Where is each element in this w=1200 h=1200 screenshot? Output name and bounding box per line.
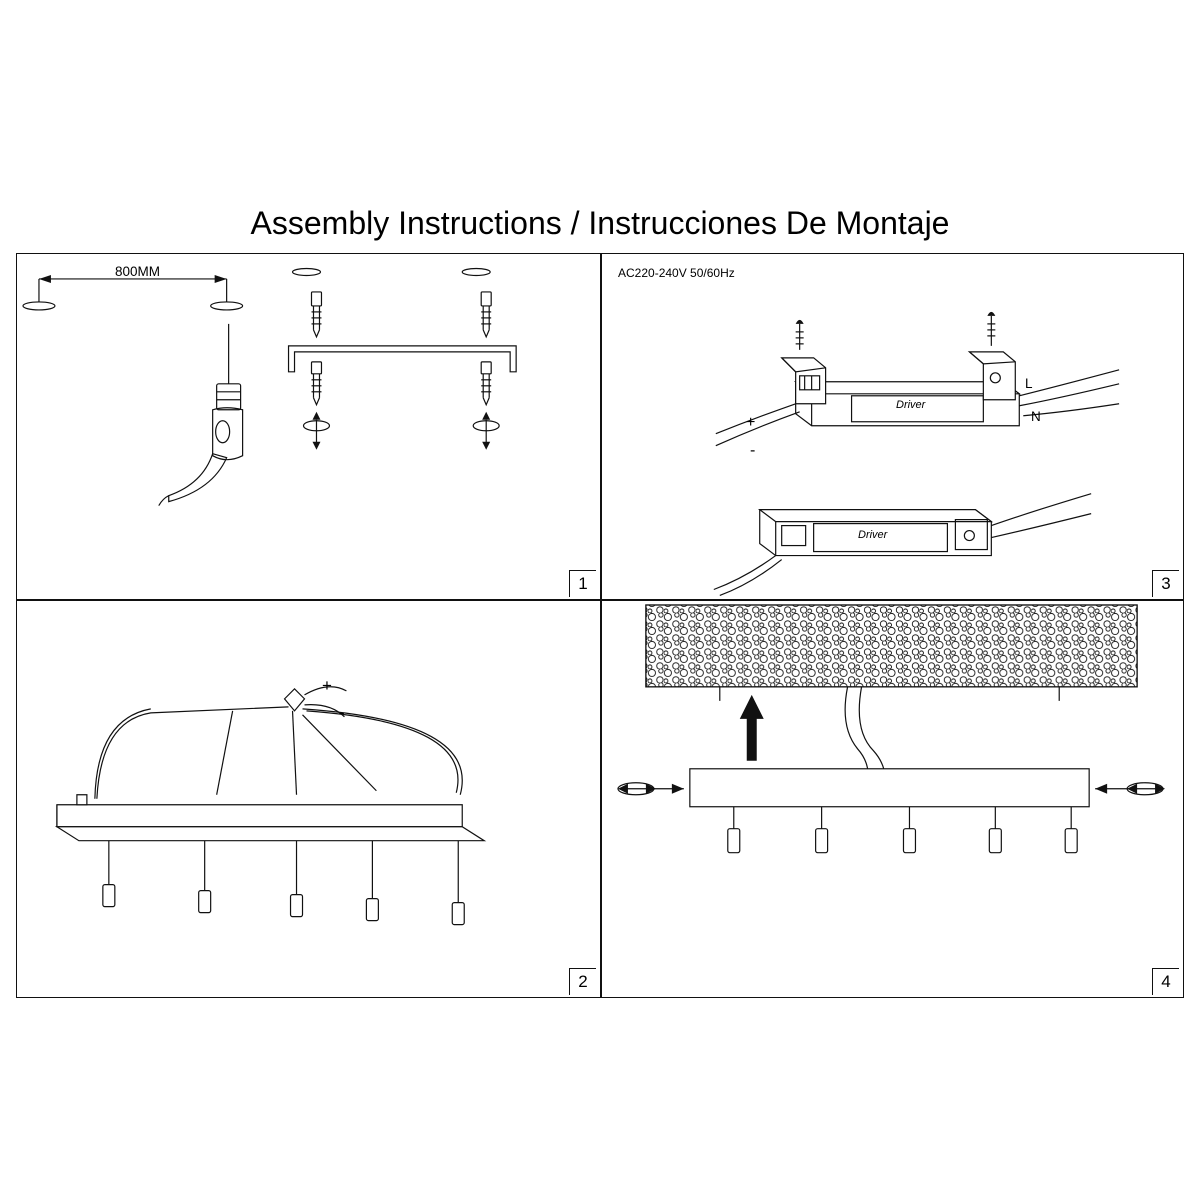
neutral-label: N [1031, 409, 1041, 424]
positive-label-panel3: + [746, 414, 756, 431]
panel-1-drawing [17, 254, 600, 599]
panel-number-3: 3 [1152, 570, 1179, 597]
panel-4 [600, 599, 1183, 997]
page-title: Assembly Instructions / Instrucciones De Montaje [250, 205, 950, 241]
driver-label-lower: Driver [858, 529, 888, 541]
panel-number-2: 2 [569, 968, 596, 995]
panel-number-4: 4 [1152, 968, 1179, 995]
panel-number-1: 1 [569, 570, 596, 597]
panel-3-drawing [600, 254, 1183, 599]
panel-2-drawing [17, 599, 600, 997]
dimension-label-800mm: 800MM [115, 264, 161, 279]
panel-3 [600, 254, 1183, 599]
live-label: L [1025, 376, 1033, 391]
negative-label-panel2: - [339, 703, 345, 723]
panel-1 [17, 254, 600, 599]
driver-label-upper: Driver [896, 399, 926, 411]
positive-label-panel2: + [322, 676, 332, 696]
panel-2 [17, 599, 600, 997]
supply-voltage-label: AC220-240V 50/60Hz [618, 266, 735, 280]
panel-grid [16, 253, 1184, 998]
negative-label-panel3: - [750, 442, 756, 459]
panel-4-drawing [600, 599, 1183, 997]
